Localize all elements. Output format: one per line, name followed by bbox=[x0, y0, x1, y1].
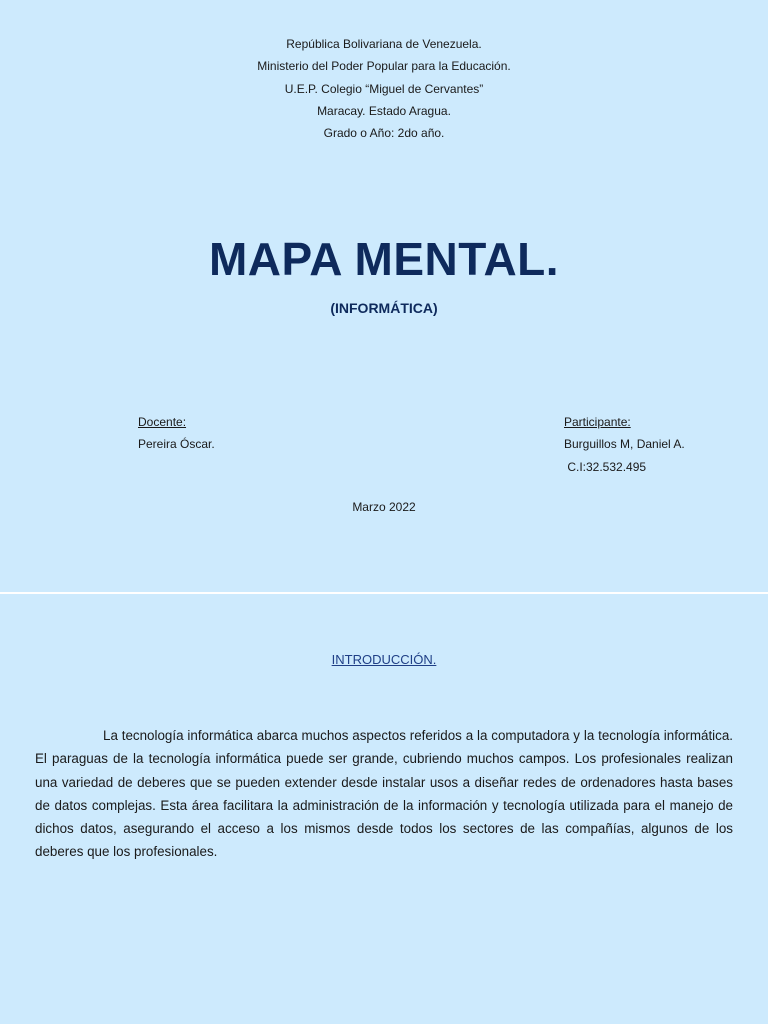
header-line-country: República Bolivariana de Venezuela. bbox=[286, 37, 482, 51]
document-title: MAPA MENTAL. bbox=[208, 233, 560, 285]
participant-id: C.I:32.532.495 bbox=[564, 459, 647, 474]
teacher-block bbox=[138, 411, 215, 456]
page-divider bbox=[0, 592, 768, 594]
header-line-ministry: Ministerio del Poder Popular para la Educación. bbox=[257, 59, 511, 74]
document-date: Marzo 2022 bbox=[352, 500, 416, 514]
introduction-heading: INTRODUCCIÓN. bbox=[331, 652, 437, 667]
participant-block bbox=[564, 411, 685, 478]
participant-name: Burguillos M, Daniel A. bbox=[564, 437, 685, 452]
header-line-grade: Grado o Año: 2do año. bbox=[323, 126, 445, 141]
header-line-location: Maracay. Estado Aragua. bbox=[317, 103, 451, 118]
institution-header bbox=[0, 33, 768, 144]
teacher-name: Pereira Óscar. bbox=[138, 437, 215, 452]
document-subtitle: (INFORMÁTICA) bbox=[330, 300, 438, 316]
participant-label: Participante: bbox=[564, 415, 631, 429]
header-line-school: U.E.P. Colegio “Miguel de Cervantes” bbox=[284, 81, 484, 96]
introduction-body: La tecnología informática abarca muchos aspectos referidos a la computadora y la tecnología informática. El paraguas de la tecnología informática puede ser grande, cubriendo muchos campos. Los profesionales realizan una variedad de deberes que se pueden extender desde instalar usos a diseñar redes de ordenadores hasta bases de datos complejas. Esta área facilitara la administración de la información y tecnología utilizada para el manejo de dichos datos, asegurando el acceso a los mismos desde todos los sectores de las compañías, algunos de los deberes que los profesionales. bbox=[35, 728, 733, 860]
teacher-label: Docente: bbox=[138, 415, 187, 429]
